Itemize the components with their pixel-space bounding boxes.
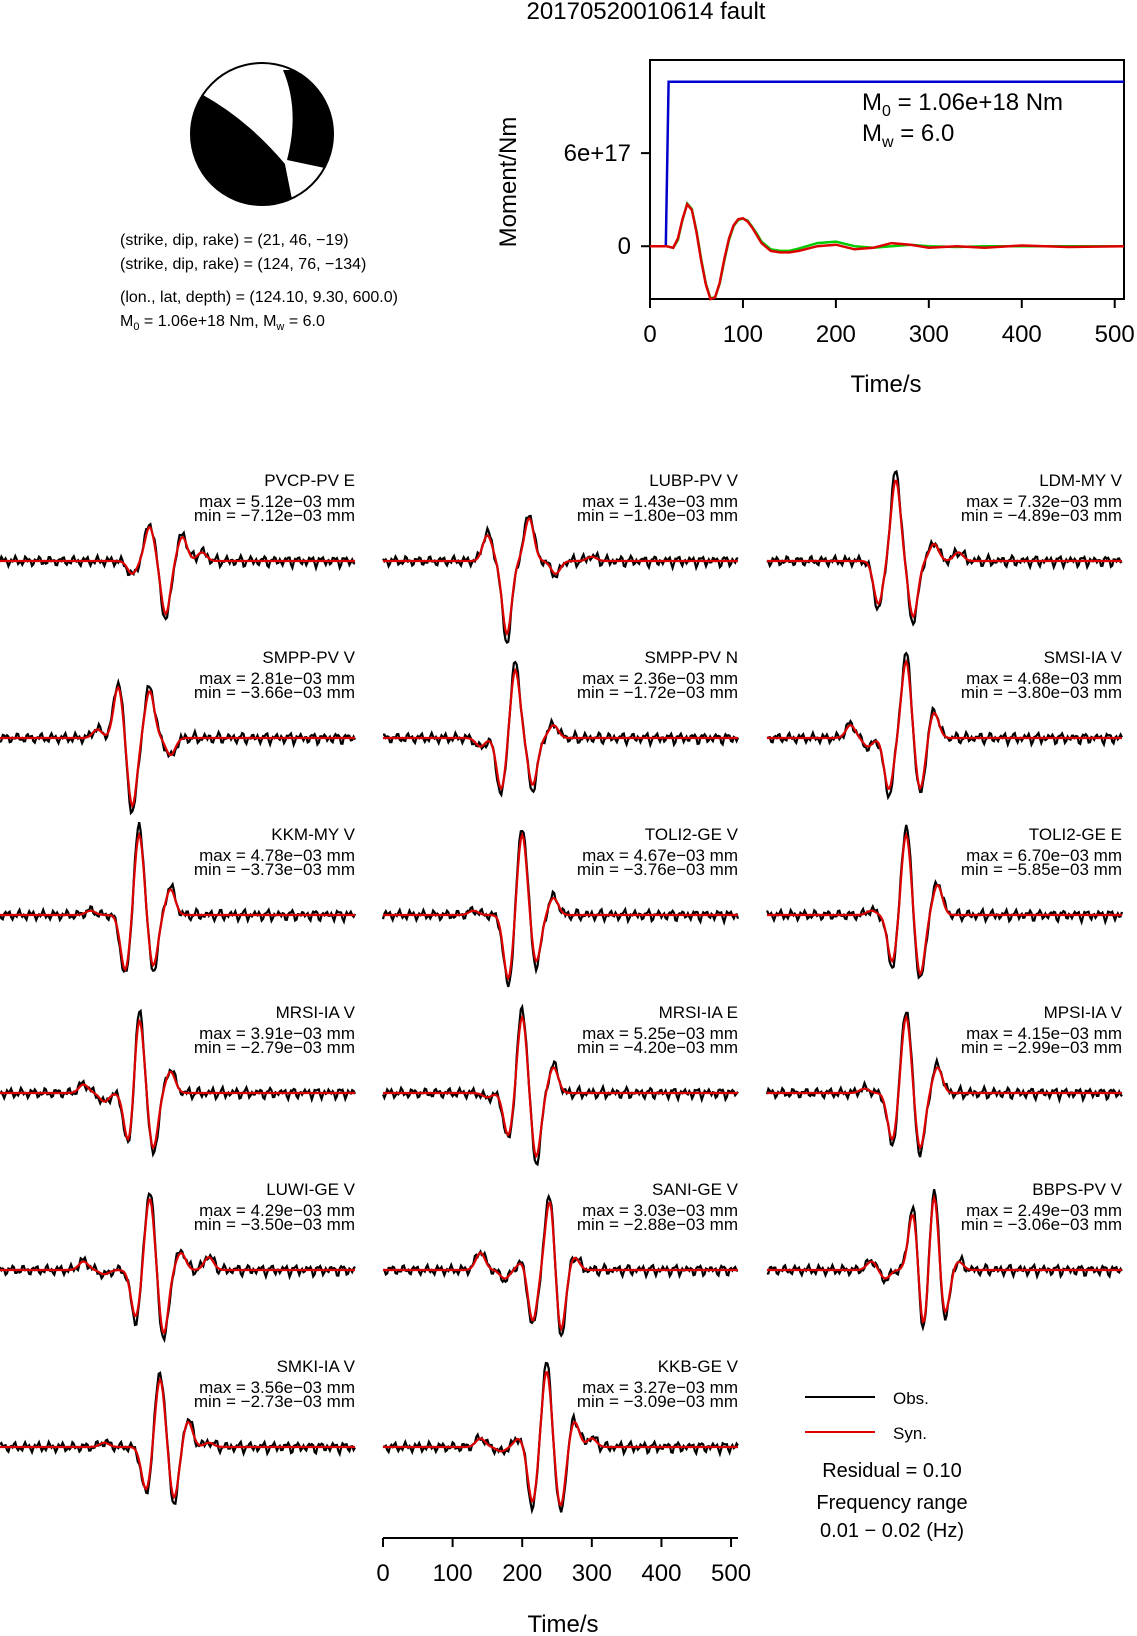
station-max: max = 3.03e−03 mm <box>582 1201 738 1220</box>
nodal-plane-1: (strike, dip, rake) = (21, 46, −19) <box>120 232 349 249</box>
station-min: min = −3.76e−03 mm <box>576 860 738 879</box>
waveform-xtick-label: 100 <box>432 1560 473 1587</box>
station-name: KKM-MY V <box>271 825 355 844</box>
moment-ylabel: Moment/Nm <box>495 116 522 248</box>
station-panel <box>767 1180 1123 1328</box>
moment-xtick-label: 0 <box>643 321 657 348</box>
mechanism-info <box>120 232 398 333</box>
station-min: min = −1.72e−03 mm <box>576 683 738 702</box>
beachball-icon <box>180 63 334 205</box>
moment-summary: $M_0 = 1.06e+18$ Nm, $M_w = 6.0$ <box>120 313 325 333</box>
legend-obs-label: Obs. <box>893 1389 929 1408</box>
station-max: max = 7.32e−03 mm <box>966 492 1122 511</box>
waveform-xtick-label: 200 <box>502 1560 543 1587</box>
moment-annotation-m0: $M_0 = 1.06e+18$ Nm <box>862 89 1064 120</box>
station-panel <box>767 1003 1123 1157</box>
station-panel <box>0 471 355 619</box>
station-name: SMSI-IA V <box>1043 648 1122 667</box>
waveform-panels <box>0 471 1123 1512</box>
moment-xtick-label: 200 <box>815 321 856 348</box>
station-panel <box>383 648 738 795</box>
moment-ytick-label: 6e+17 <box>563 140 631 168</box>
station-min: min = −4.20e−03 mm <box>576 1038 738 1057</box>
moment-xtick-label: 400 <box>1001 321 1042 348</box>
station-panel <box>767 825 1122 978</box>
station-max: max = 5.12e−03 mm <box>199 492 355 511</box>
station-max: max = 3.56e−03 mm <box>199 1378 355 1397</box>
moment-annotation-mw: $M_w = 6.0$ <box>862 120 955 151</box>
station-panel <box>0 1357 356 1504</box>
moment-ytick-label: 0 <box>617 233 631 261</box>
station-name: PVCP-PV E <box>264 471 355 490</box>
source-location: (lon., lat, depth) = (124.10, 9.30, 600.0) <box>120 289 398 306</box>
station-max: max = 4.68e−03 mm <box>966 669 1122 688</box>
nodal-plane-2: (strike, dip, rake) = (124, 76, −134) <box>120 256 367 273</box>
station-max: max = 1.43e−03 mm <box>582 492 738 511</box>
station-min: min = −2.88e−03 mm <box>576 1215 738 1234</box>
station-max: max = 3.91e−03 mm <box>199 1024 355 1043</box>
moment-series-1 <box>650 204 1124 299</box>
syn-trace <box>383 518 738 633</box>
waveform-xtick-label: 500 <box>711 1560 752 1587</box>
moment-series-2 <box>650 204 1124 299</box>
page-title: 20170520010614 fault <box>526 0 766 25</box>
station-min: min = −2.79e−03 mm <box>193 1038 355 1057</box>
station-max: max = 3.27e−03 mm <box>582 1378 738 1397</box>
frequency-range: 0.01 − 0.02 (Hz) <box>820 1520 964 1542</box>
station-panel <box>383 1180 739 1336</box>
waveform-time-axis <box>376 1538 751 1587</box>
station-max: max = 4.15e−03 mm <box>966 1024 1122 1043</box>
station-min: min = −3.09e−03 mm <box>576 1392 738 1411</box>
station-name: LDM-MY V <box>1039 471 1122 490</box>
waveform-xlabel: Time/s <box>527 1611 599 1636</box>
moment-xtick-label: 100 <box>722 321 763 348</box>
station-name: BBPS-PV V <box>1032 1180 1122 1199</box>
waveform-xtick-label: 0 <box>376 1560 390 1587</box>
frequency-label: Frequency range <box>816 1492 968 1514</box>
station-name: SMKI-IA V <box>276 1357 355 1376</box>
station-name: SMPP-PV V <box>262 648 355 667</box>
moment-xtick-label: 500 <box>1094 321 1135 348</box>
station-max: max = 4.29e−03 mm <box>199 1201 355 1220</box>
station-max: max = 5.25e−03 mm <box>582 1024 738 1043</box>
legend-syn-label: Syn. <box>893 1424 928 1443</box>
obs-trace <box>0 822 355 971</box>
station-max: max = 4.67e−03 mm <box>582 846 738 865</box>
station-max: max = 2.36e−03 mm <box>582 669 738 688</box>
obs-trace <box>383 516 738 643</box>
station-name: TOLI2-GE V <box>644 825 738 844</box>
station-name: LUWI-GE V <box>266 1180 355 1199</box>
waveform-xtick-label: 400 <box>641 1560 682 1587</box>
station-min: min = −3.66e−03 mm <box>193 683 355 702</box>
moment-xlabel: Time/s <box>850 371 922 398</box>
station-panel <box>767 471 1123 624</box>
station-panel <box>383 471 739 643</box>
obs-trace <box>0 524 355 619</box>
station-name: SMPP-PV N <box>644 648 738 667</box>
station-panel <box>767 648 1123 797</box>
station-panel <box>383 825 739 987</box>
station-min: min = −3.50e−03 mm <box>193 1215 355 1234</box>
station-name: LUBP-PV V <box>649 471 738 490</box>
station-name: SANI-GE V <box>652 1180 738 1199</box>
station-panel <box>0 1003 356 1154</box>
station-min: min = −3.06e−03 mm <box>960 1215 1122 1234</box>
station-panel <box>0 822 356 971</box>
station-panel <box>383 1357 739 1512</box>
station-max: max = 2.81e−03 mm <box>199 669 355 688</box>
station-panel <box>383 1003 738 1164</box>
legend <box>805 1389 968 1542</box>
station-min: min = −4.89e−03 mm <box>960 506 1122 525</box>
station-panel <box>0 648 356 813</box>
waveform-xtick-label: 300 <box>571 1560 612 1587</box>
residual-label: Residual = 0.10 <box>822 1460 962 1482</box>
moment-xtick-label: 300 <box>908 321 949 348</box>
station-name: TOLI2-GE E <box>1028 825 1122 844</box>
station-min: min = −1.80e−03 mm <box>576 506 738 525</box>
station-name: KKB-GE V <box>657 1357 738 1376</box>
station-max: max = 4.78e−03 mm <box>199 846 355 865</box>
station-panel <box>0 1180 356 1340</box>
station-max: max = 2.49e−03 mm <box>966 1201 1122 1220</box>
station-min: min = −2.73e−03 mm <box>193 1392 355 1411</box>
moment-chart <box>495 60 1135 398</box>
station-name: MRSI-IA V <box>275 1003 355 1022</box>
station-min: min = −3.80e−03 mm <box>960 683 1122 702</box>
station-max: max = 6.70e−03 mm <box>966 846 1122 865</box>
station-min: min = −2.99e−03 mm <box>960 1038 1122 1057</box>
station-name: MRSI-IA E <box>658 1003 738 1022</box>
station-min: min = −3.73e−03 mm <box>193 860 355 879</box>
station-min: min = −7.12e−03 mm <box>193 506 355 525</box>
station-min: min = −5.85e−03 mm <box>960 860 1122 879</box>
station-name: MPSI-IA V <box>1043 1003 1122 1022</box>
